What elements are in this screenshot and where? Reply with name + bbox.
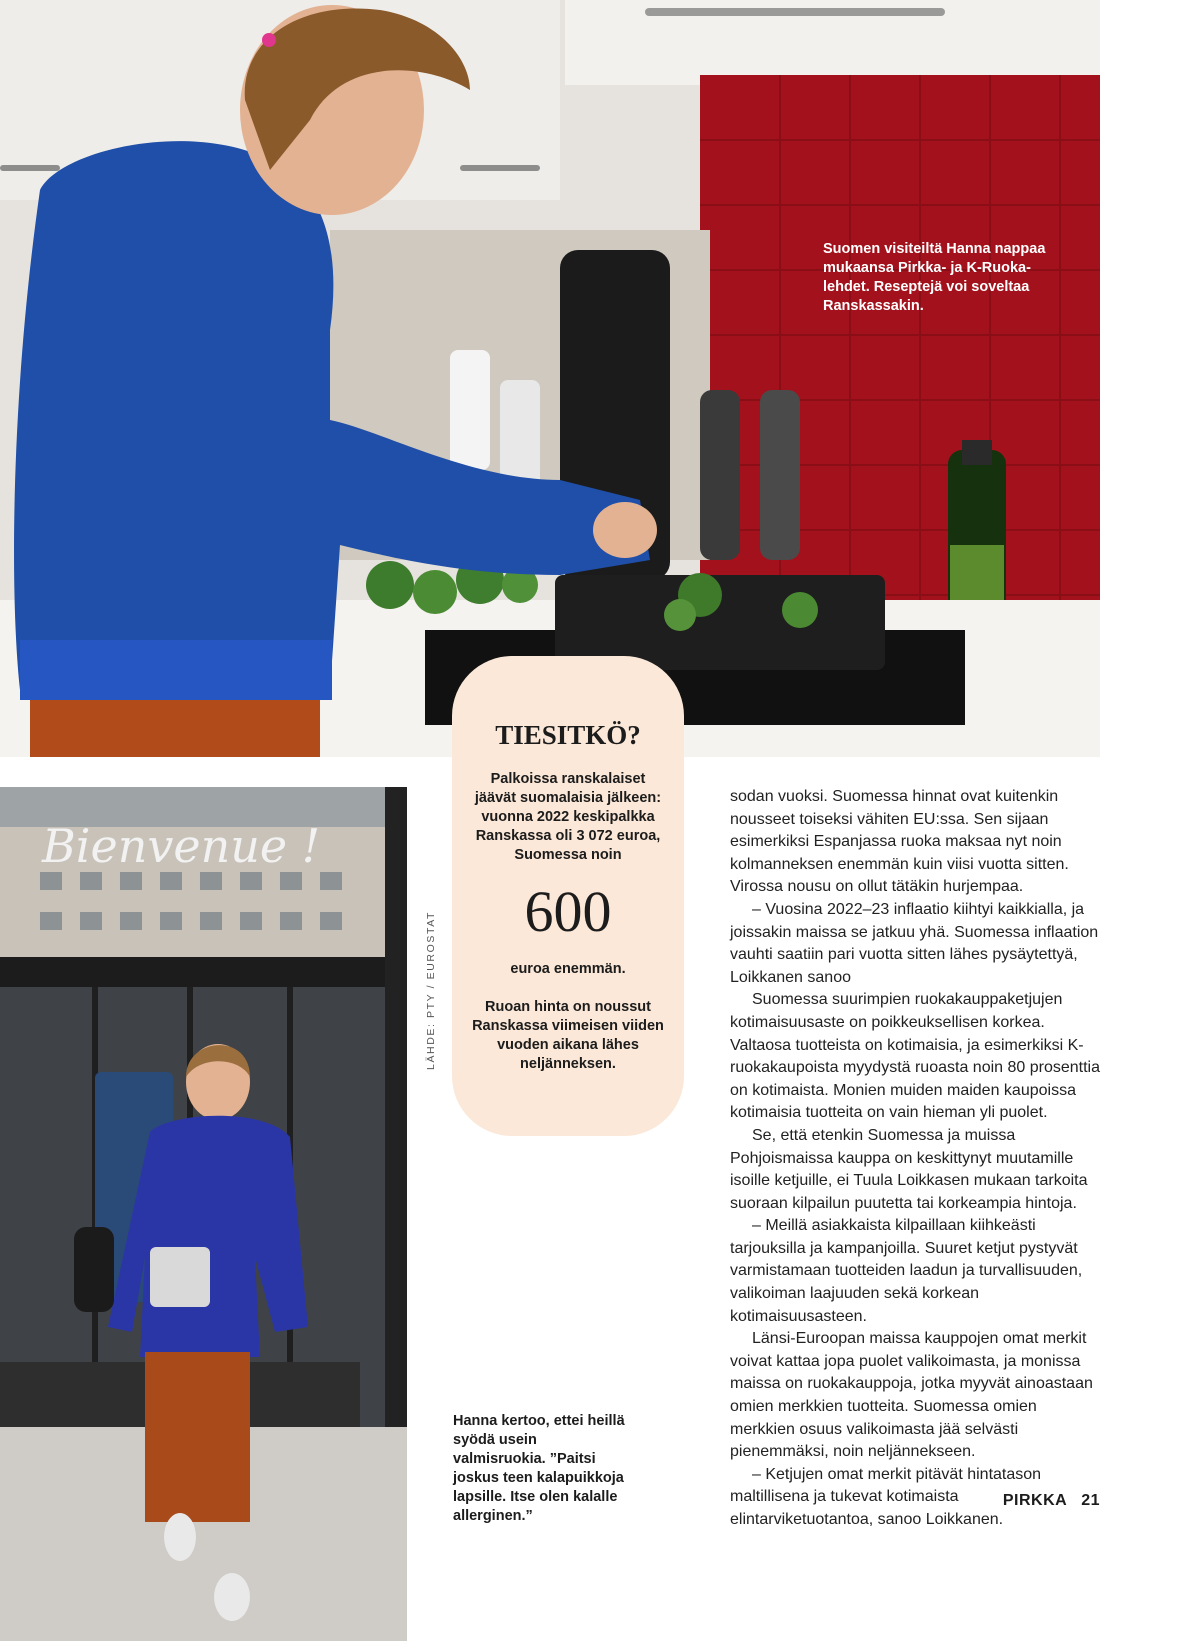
fact-box-title: TIESITKÖ? <box>495 720 641 750</box>
backpack <box>74 1227 114 1312</box>
store-photo-caption: Hanna kertoo, ettei heillä syödä usein valmisruokia. ”Paitsi joskus teen kalapuikkoja lapsille. Itse olen kalalle allerginen.” <box>453 1413 625 1524</box>
hair-tie <box>262 33 276 47</box>
fact-box-paragraph-2: Ruoan hinta on noussut Ranskassa viimeisen viiden vuoden aikana lähes neljänneksen. <box>472 999 664 1072</box>
article-paragraph: sodan vuoksi. Suomessa hinnat ovat kuitenkin nousseet toiseksi vähiten EU:ssa. Sen sijaan esimerkiksi Espanjassa ruoka maksaa nyt noin kolmanneksen enemmän kuin viisi vuotta sitten. Virossa nousu on ollut tätäkin hurjempaa. <box>730 788 1069 896</box>
shoulder-bag <box>150 1247 210 1307</box>
store-sign-text: Bienvenue ! <box>42 819 321 873</box>
fact-box-big-number: 600 <box>524 879 612 944</box>
article-paragraph: – Ketjujen omat merkit pitävät hintatason maltillisena ja tukevat kotimaista elintarviketuotantoa, sanoo Loikkanen. <box>730 1465 1042 1528</box>
sneaker-left <box>164 1513 196 1561</box>
kitchen-photo-caption: Suomen visiteiltä Hanna nappaa mukaansa Pirkka- ja K-Ruoka-lehdet. Reseptejä voi soveltaa Ranskassakin. <box>823 241 1046 314</box>
red-tile-wall <box>700 75 1100 635</box>
kitchen-scene <box>0 0 1100 757</box>
fact-box-paragraph-1: Palkoissa ranskalaiset jäävät suomalaisia jälkeen: vuonna 2022 keskipalkka Ranskassa oli 3 072 euroa, Suomessa noin <box>474 771 662 863</box>
source-label: LÄHDE: PTY / EUROSTAT <box>425 910 437 1070</box>
sneaker-right <box>214 1573 250 1621</box>
article-paragraph: Se, että etenkin Suomessa ja muissa Pohjoismaissa kauppa on keskittynyt muutamille isoille ketjuille, ei Tuula Loikkasen mukaan tarkoita suoraan kilpailun puutetta tai korkeampia hintoja. <box>730 1126 1088 1212</box>
article-paragraph: – Vuosina 2022–23 inflaatio kiihtyi kaikkialla, ja joissakin maissa se jatkuu yhä. Suomessa inflaation vauhti saatiin pari vuotta sitten lähes pysäytettyä, Loikkanen sanoo <box>730 900 1099 986</box>
kitchen-photo <box>0 0 1100 757</box>
page-footer <box>989 1492 1100 1510</box>
article-paragraph: Länsi-Euroopan maissa kauppojen omat merkit voivat kattaa jopa puolet valikoimasta, ja monissa maissa on ruokakauppoja, jotka myyvät ainoastaan omien merkkien tuotteita. Suomessa omien merkkien osuus valikoimasta jää selvästi pienemmäksi, noin neljännekseen. <box>730 1330 1093 1461</box>
orange-leggings <box>145 1352 250 1522</box>
article-body <box>730 786 1100 1532</box>
article-paragraph: Suomessa suurimpien ruokakauppaketjujen kotimaisuusaste on poikkeuksellisen korkea. Valtaosa tuotteista on kotimaisia, ja esimerkiksi K-ruokakaupoista myydystä ruoasta noin 80 prosenttia on kotimaista. Monien muiden maiden kaupoissa kotimaisia tuotteita on vain hieman yli puolet. <box>730 991 1100 1122</box>
store-scene <box>0 787 407 1641</box>
hand <box>593 502 657 558</box>
store-photo <box>0 787 407 1641</box>
article-paragraph: – Meillä asiakkaista kilpaillaan kiihkeästi tarjouksilla ja kampanjoilla. Suuret ketjut pystyvät varmistamaan tuotteiden laadun ja turvallisuuden, valikoiman laajuuden sekä korkean kotimaisuusasteen. <box>730 1217 1083 1325</box>
magazine-name: PIRKKA <box>1002 1492 1068 1509</box>
fact-box <box>452 656 684 1136</box>
page-number: 21 <box>1081 1492 1100 1509</box>
fact-box-big-number-unit: euroa enemmän. <box>510 961 626 977</box>
